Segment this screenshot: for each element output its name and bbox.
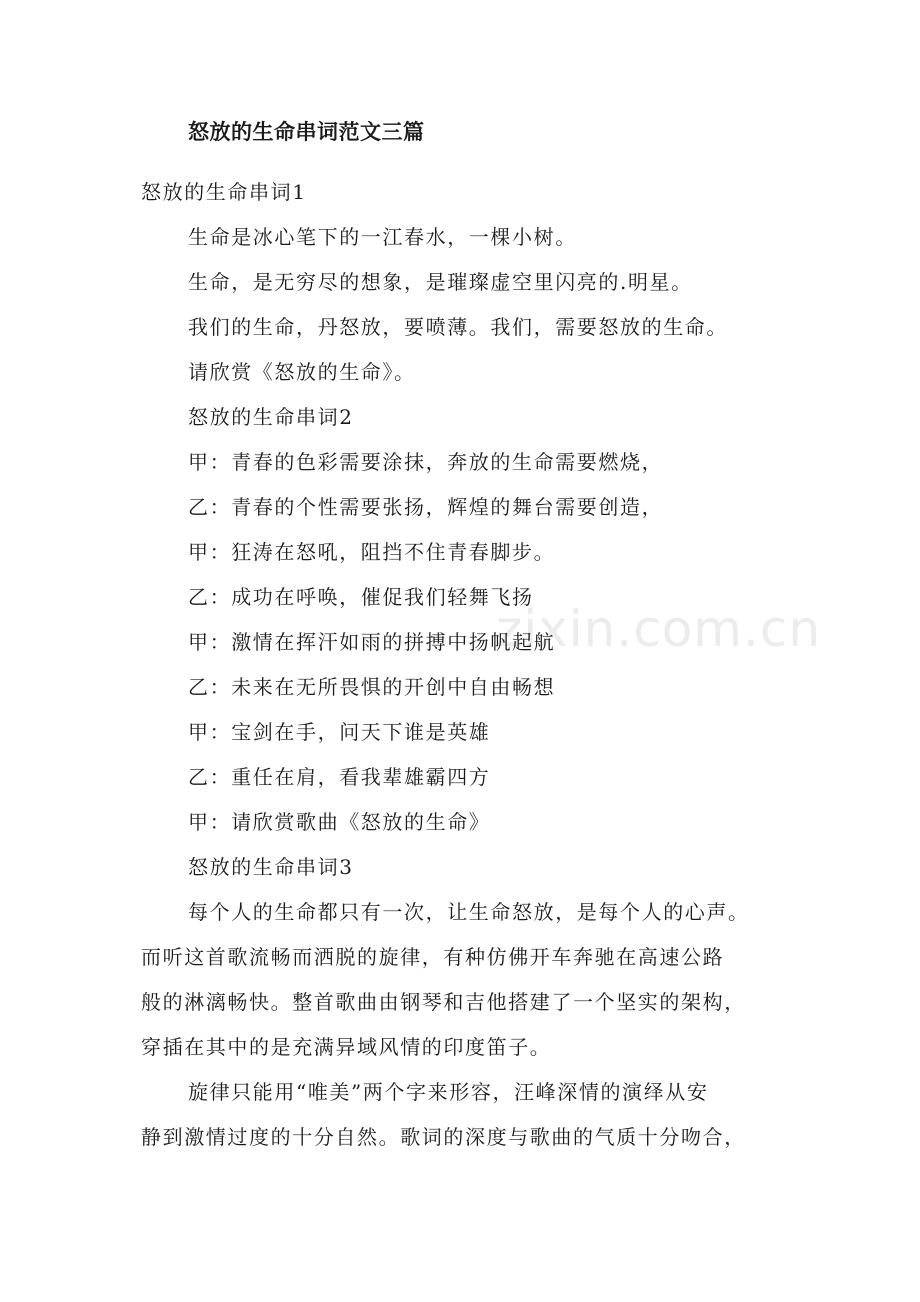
section-heading-1: 怒放的生命串词1 [141, 180, 307, 204]
dialogue-line: 乙：成功在呼唤，催促我们轻舞飞扬 [188, 585, 534, 609]
dialogue-line: 甲：狂涛在怒吼，阻挡不住青春脚步。 [188, 540, 556, 564]
section-heading-3: 怒放的生命串词3 [188, 855, 354, 879]
document-title: 怒放的生命串词范文三篇 [188, 120, 425, 144]
dialogue-line: 甲：激情在挥汗如雨的拼搏中扬帆起航 [188, 630, 556, 654]
paragraph-line: 静到激情过度的十分自然。歌词的深度与歌曲的气质十分吻合， [141, 1125, 746, 1149]
paragraph-line: 般的淋漓畅快。整首歌曲由钢琴和吉他搭建了一个坚实的架构， [141, 990, 746, 1014]
paragraph-line: 请欣赏《怒放的生命》。 [188, 360, 416, 384]
dialogue-line: 乙：重任在肩，看我辈雄霸四方 [188, 765, 491, 789]
paragraph-line: 旋律只能用“唯美”两个字来形容，汪峰深情的演绎从安 [188, 1080, 709, 1104]
dialogue-line: 甲：请欣赏歌曲《怒放的生命》 [188, 810, 491, 834]
dialogue-line: 乙：未来在无所畏惧的开创中自由畅想 [188, 675, 556, 699]
paragraph-line: 每个人的生命都只有一次，让生命怒放，是每个人的心声。 [188, 900, 750, 924]
paragraph-line: 穿插在其中的是充满异域风情的印度笛子。 [141, 1035, 552, 1059]
paragraph-line: 生命是冰心笔下的一江春水，一棵小树。 [188, 225, 577, 249]
paragraph-line: 生命，是无穷尽的想象，是璀璨虚空里闪亮的.明星。 [188, 270, 693, 294]
dialogue-line: 甲：宝剑在手，问天下谁是英雄 [188, 720, 491, 744]
watermark: zixin.com.cn [496, 600, 822, 658]
dialogue-line: 乙：青春的个性需要张扬，辉煌的舞台需要创造， [188, 495, 664, 519]
section-heading-2: 怒放的生命串词2 [188, 405, 354, 429]
paragraph-line: 我们的生命，丹怒放，要喷薄。我们，需要怒放的生命。 [188, 315, 728, 339]
dialogue-line: 甲：青春的色彩需要涂抹，奔放的生命需要燃烧， [188, 450, 664, 474]
paragraph-line: 而听这首歌流畅而洒脱的旋律，有种仿佛开车奔驰在高速公路 [141, 945, 725, 969]
